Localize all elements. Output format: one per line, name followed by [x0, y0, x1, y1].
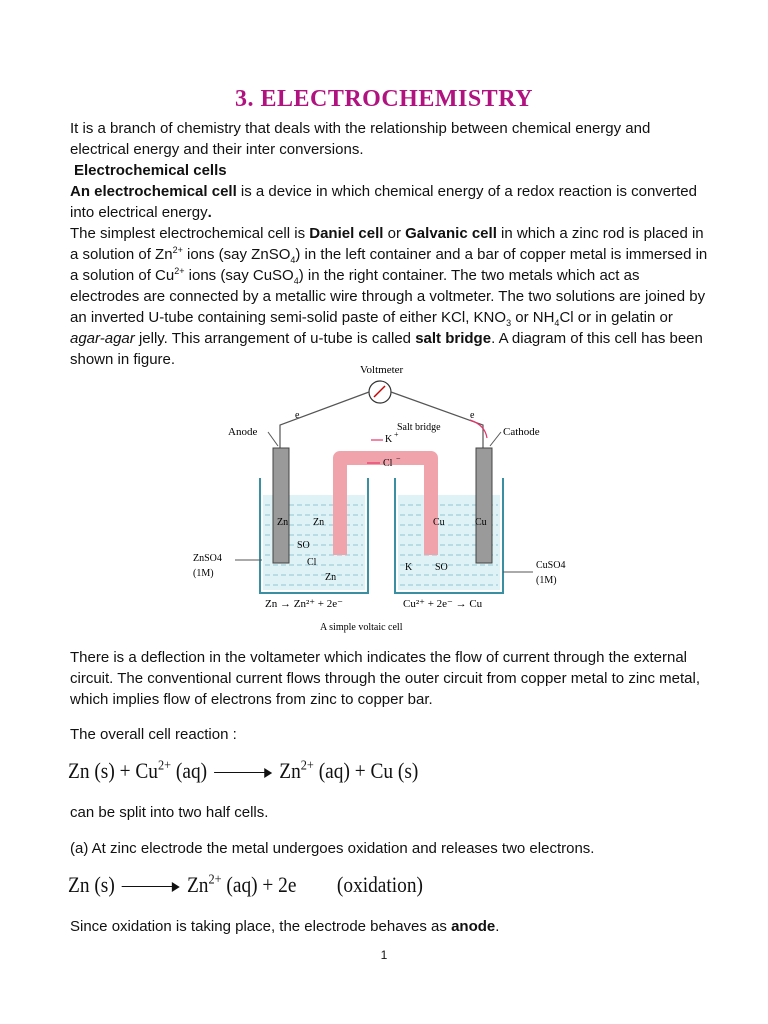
subscript: 4: [293, 276, 299, 286]
salt-bridge-term: salt bridge: [415, 330, 492, 347]
oxidation-note: (oxidation): [336, 872, 423, 897]
eq-sup: 2+: [157, 758, 172, 774]
text-run: ) in the right container. The two metals which act as electrodes are connected by a metallic wire through a voltmeter. The two solutions are joined by an inverted U-tube containing semi-solid paste of either KCl, KNO: [70, 267, 706, 326]
voltmeter-label: Voltmeter: [360, 364, 404, 376]
definition-paragraph: [70, 181, 710, 223]
znso4-conc: (1M): [193, 568, 214, 579]
electron-label-right: e: [470, 410, 475, 421]
deflection-paragraph: There is a deflection in the voltameter which indicates the flow of current through the external circuit. The conventional current flows through the outer circuit from copper metal to zinc metal, which implies flow of electrons from zinc to copper bar.: [70, 649, 701, 708]
anode-pointer: [268, 432, 278, 446]
cuso4-label: CuSO4: [536, 560, 566, 571]
cl-charge: −: [396, 454, 401, 463]
reaction-arrow-icon: [214, 767, 272, 779]
k-charge: +: [394, 430, 399, 439]
ion-label: K: [405, 562, 413, 573]
text-run: ) in the left container and a bar of copper metal is immersed in a solution of Cu: [70, 246, 708, 284]
eq-text: Zn: [279, 758, 301, 783]
text-run: ions (say CuSO: [184, 267, 294, 284]
left-wire: [280, 392, 369, 448]
eq-sup: 2+: [300, 758, 314, 774]
reaction-arrow-icon: [122, 881, 180, 893]
superscript: 2+: [172, 245, 183, 255]
daniel-cell-term: Daniel cell: [309, 225, 384, 242]
ion-label: Zn: [313, 517, 325, 528]
anode-label: Anode: [228, 426, 258, 438]
anode-term: anode: [451, 918, 496, 935]
daniel-paragraph: [70, 223, 710, 370]
text-run: .: [495, 918, 500, 935]
zinc-electrode: [273, 448, 289, 563]
text-run: . A diagram of this cell has been shown in figure.: [70, 330, 703, 368]
text-run: The simplest electrochemical cell is: [70, 225, 310, 242]
ion-label: Cu: [433, 517, 445, 528]
definition-term: An electrochemical cell: [70, 183, 237, 200]
section-heading: Electrochemical cells: [74, 162, 227, 179]
ion-label: SO: [435, 562, 448, 573]
oxidation-equation: [68, 872, 423, 898]
text-run: Since oxidation is taking place, the electrode behaves as: [70, 918, 452, 935]
zinc-electrode-text: (a) At zinc electrode the metal undergoes oxidation and releases two electrons.: [70, 840, 595, 857]
k-ion-label: K: [385, 434, 393, 445]
definition-text: is a device in which chemical energy of a redox reaction is converted into electrical energy: [70, 183, 697, 221]
cuso4-conc: (1M): [536, 575, 557, 586]
intro-paragraph: It is a branch of chemistry that deals with the relationship between chemical energy and electrical energy and their inter conversions.: [70, 120, 651, 158]
eq-text: (aq) + Cu (s): [313, 758, 419, 783]
text-run: in which a zinc rod is placed in a solution of Zn: [70, 225, 704, 263]
electron-label-left: e: [295, 410, 300, 421]
cathode-label: Cathode: [503, 426, 540, 438]
subscript: 4: [554, 318, 560, 328]
split-text: can be split into two half cells.: [70, 804, 269, 821]
text-run: ions (say ZnSO: [182, 246, 291, 263]
galvanic-cell-term: Galvanic cell: [405, 225, 497, 242]
figure-caption: A simple voltaic cell: [320, 622, 403, 633]
text-run: or: [383, 225, 406, 242]
eq-text: (aq) + 2e: [221, 872, 297, 897]
right-half-reaction: Cu²⁺ + 2e⁻ → Cu: [403, 598, 483, 610]
text-run: Cl or in gelatin or: [559, 309, 673, 326]
anode-paragraph: [70, 916, 710, 937]
ion-label: Zn: [325, 572, 337, 583]
electron-arrow-icon: [470, 420, 487, 438]
eq-text: Zn (s): [68, 872, 115, 897]
cathode-pointer: [490, 432, 501, 446]
agar-term: agar-agar: [70, 330, 135, 347]
superscript: 2+: [174, 266, 185, 276]
copper-electrode: [476, 448, 492, 563]
cl-ion-label: Cl: [383, 458, 393, 469]
ion-label: Zn: [277, 517, 289, 528]
page-number: 1: [380, 948, 388, 962]
ion-label: Cl: [307, 557, 317, 568]
znso4-label: ZnSO4: [193, 553, 222, 564]
left-half-reaction: Zn → Zn²⁺ + 2e⁻: [265, 598, 343, 610]
ion-label: Cu: [475, 517, 487, 528]
subscript: 3: [506, 318, 512, 328]
text-run: jelly. This arrangement of u-tube is called: [134, 330, 416, 347]
text-run: or NH: [511, 309, 555, 326]
overall-equation: [68, 758, 418, 784]
definition-end: .: [207, 204, 212, 221]
ion-label: SO: [297, 540, 310, 551]
page-title: 3. ELECTROCHEMISTRY: [234, 86, 534, 112]
eq-text: Zn: [186, 872, 209, 897]
voltaic-cell-diagram: [185, 360, 585, 635]
salt-bridge-label: Salt bridge: [397, 422, 441, 433]
subscript: 4: [290, 255, 296, 265]
overall-reaction-label: The overall cell reaction :: [70, 726, 237, 743]
eq-text: (aq): [171, 758, 208, 783]
eq-text: Zn (s) + Cu: [68, 758, 158, 783]
eq-sup: 2+: [208, 872, 222, 888]
intro-section: [70, 118, 710, 370]
